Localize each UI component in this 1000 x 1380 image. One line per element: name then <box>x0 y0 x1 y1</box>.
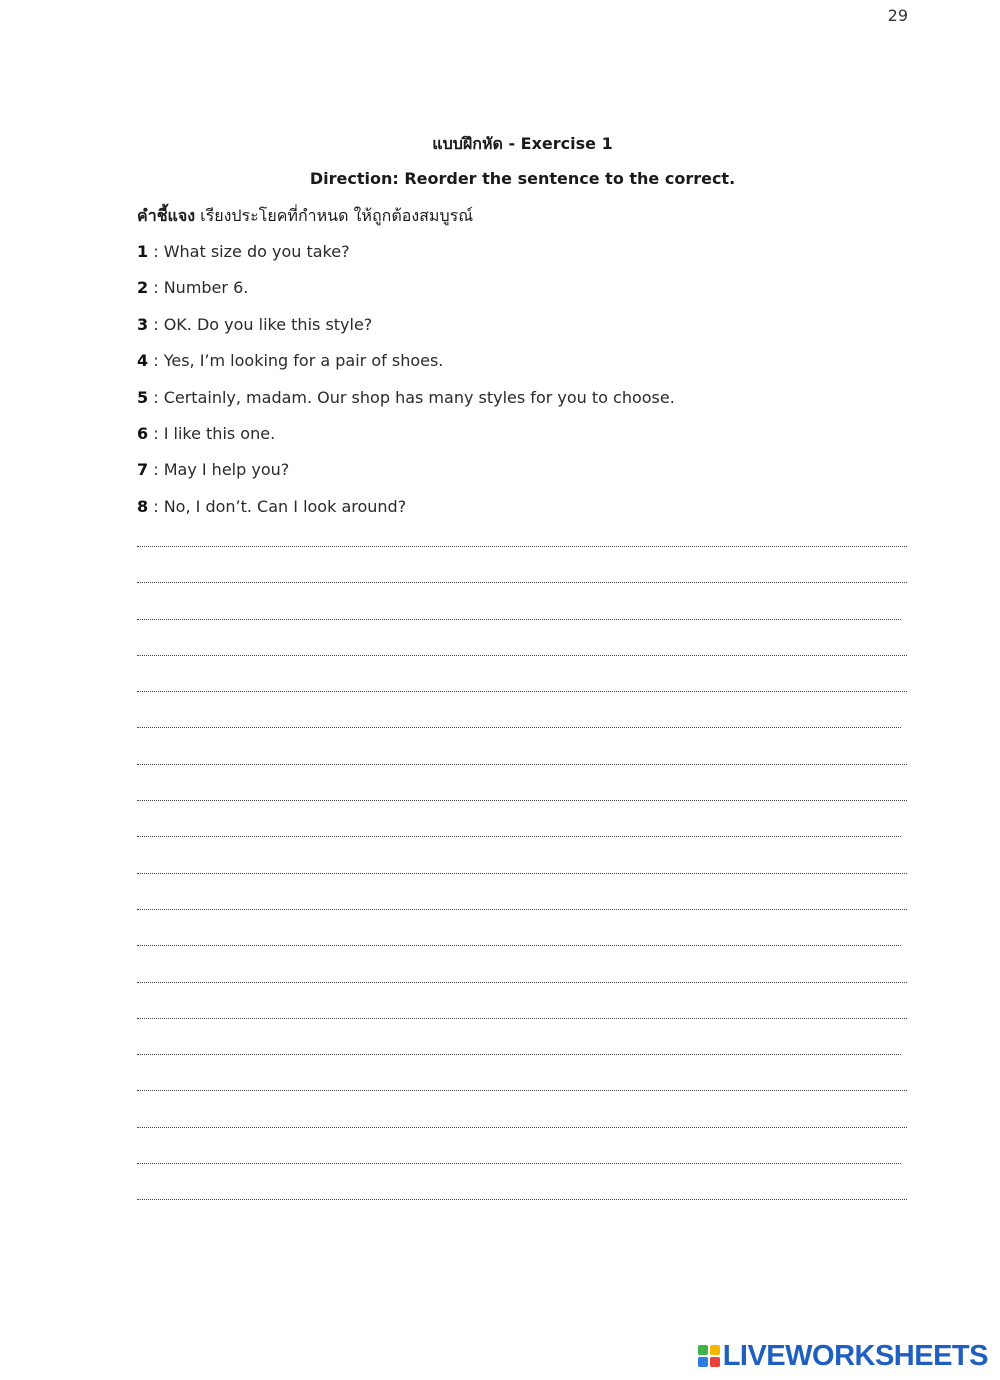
logo-tile-yellow <box>710 1345 720 1355</box>
sentence-text: : Number 6. <box>148 278 249 298</box>
sentence-item <box>137 350 675 386</box>
logo-tile-blue <box>698 1357 708 1367</box>
sentence-number: 6 <box>137 423 149 443</box>
sentence-number: 4 <box>137 351 149 371</box>
answer-line[interactable] <box>137 1121 907 1157</box>
liveworksheets-logo <box>698 1341 988 1371</box>
answer-line[interactable] <box>137 613 907 649</box>
answer-line[interactable] <box>137 830 907 866</box>
logo-tile-green <box>698 1345 708 1355</box>
answer-line[interactable] <box>137 1012 907 1048</box>
answer-line[interactable] <box>137 1157 907 1193</box>
answer-line[interactable] <box>137 794 907 830</box>
answer-line[interactable] <box>137 540 907 576</box>
logo-text: LIVEWORKSHEETS <box>722 1340 988 1372</box>
liveworksheets-grid-icon <box>698 1345 720 1367</box>
answer-line[interactable] <box>137 976 907 1012</box>
sentence-text: : I like this one. <box>148 423 276 443</box>
sentence-item <box>137 277 675 313</box>
instruction <box>137 204 473 229</box>
sentence-item <box>137 423 675 459</box>
answer-line[interactable] <box>137 685 907 721</box>
instruction-label: คำชี้แจง <box>137 206 196 225</box>
sentence-number: 8 <box>137 496 149 516</box>
answer-line[interactable] <box>137 939 907 975</box>
sentence-text: : What size do you take? <box>148 242 350 261</box>
answer-line[interactable] <box>137 1084 907 1120</box>
page-number: 29 <box>887 6 908 25</box>
sentence-number: 2 <box>137 278 149 298</box>
sentence-text: : Yes, I’m looking for a pair of shoes. <box>148 351 444 371</box>
sentence-item <box>137 314 675 350</box>
answer-line[interactable] <box>137 649 907 685</box>
sentence-item <box>137 241 675 277</box>
sentence-text: : Certainly, madam. Our shop has many styles for you to choose. <box>148 387 675 407</box>
sentence-number: 5 <box>137 387 149 407</box>
sentence-list <box>137 241 675 532</box>
answer-line[interactable] <box>137 576 907 612</box>
answer-lines <box>137 540 907 1230</box>
answer-line[interactable] <box>137 903 907 939</box>
answer-line[interactable] <box>137 721 907 757</box>
answer-line[interactable] <box>137 1048 907 1084</box>
answer-line[interactable] <box>137 758 907 794</box>
instruction-text: เรียงประโยคที่กำหนด ให้ถูกต้องสมบูรณ์ <box>195 206 474 225</box>
sentence-item <box>137 496 675 532</box>
answer-line[interactable] <box>137 1193 907 1229</box>
sentence-text: : OK. Do you like this style? <box>148 314 373 334</box>
answer-line[interactable] <box>137 867 907 903</box>
sentence-text: : No, I don’t. Can I look around? <box>148 496 407 516</box>
direction-text: Direction: Reorder the sentence to the correct. <box>309 169 736 188</box>
exercise-title: แบบฝึกหัด - Exercise 1 <box>432 134 613 153</box>
logo-tile-red <box>710 1357 720 1367</box>
sentence-number: 1 <box>137 242 149 261</box>
sentence-item <box>137 459 675 495</box>
sentence-item <box>137 387 675 423</box>
sentence-number: 3 <box>137 314 149 334</box>
sentence-text: : May I help you? <box>148 460 290 480</box>
sentence-number: 7 <box>137 460 149 480</box>
